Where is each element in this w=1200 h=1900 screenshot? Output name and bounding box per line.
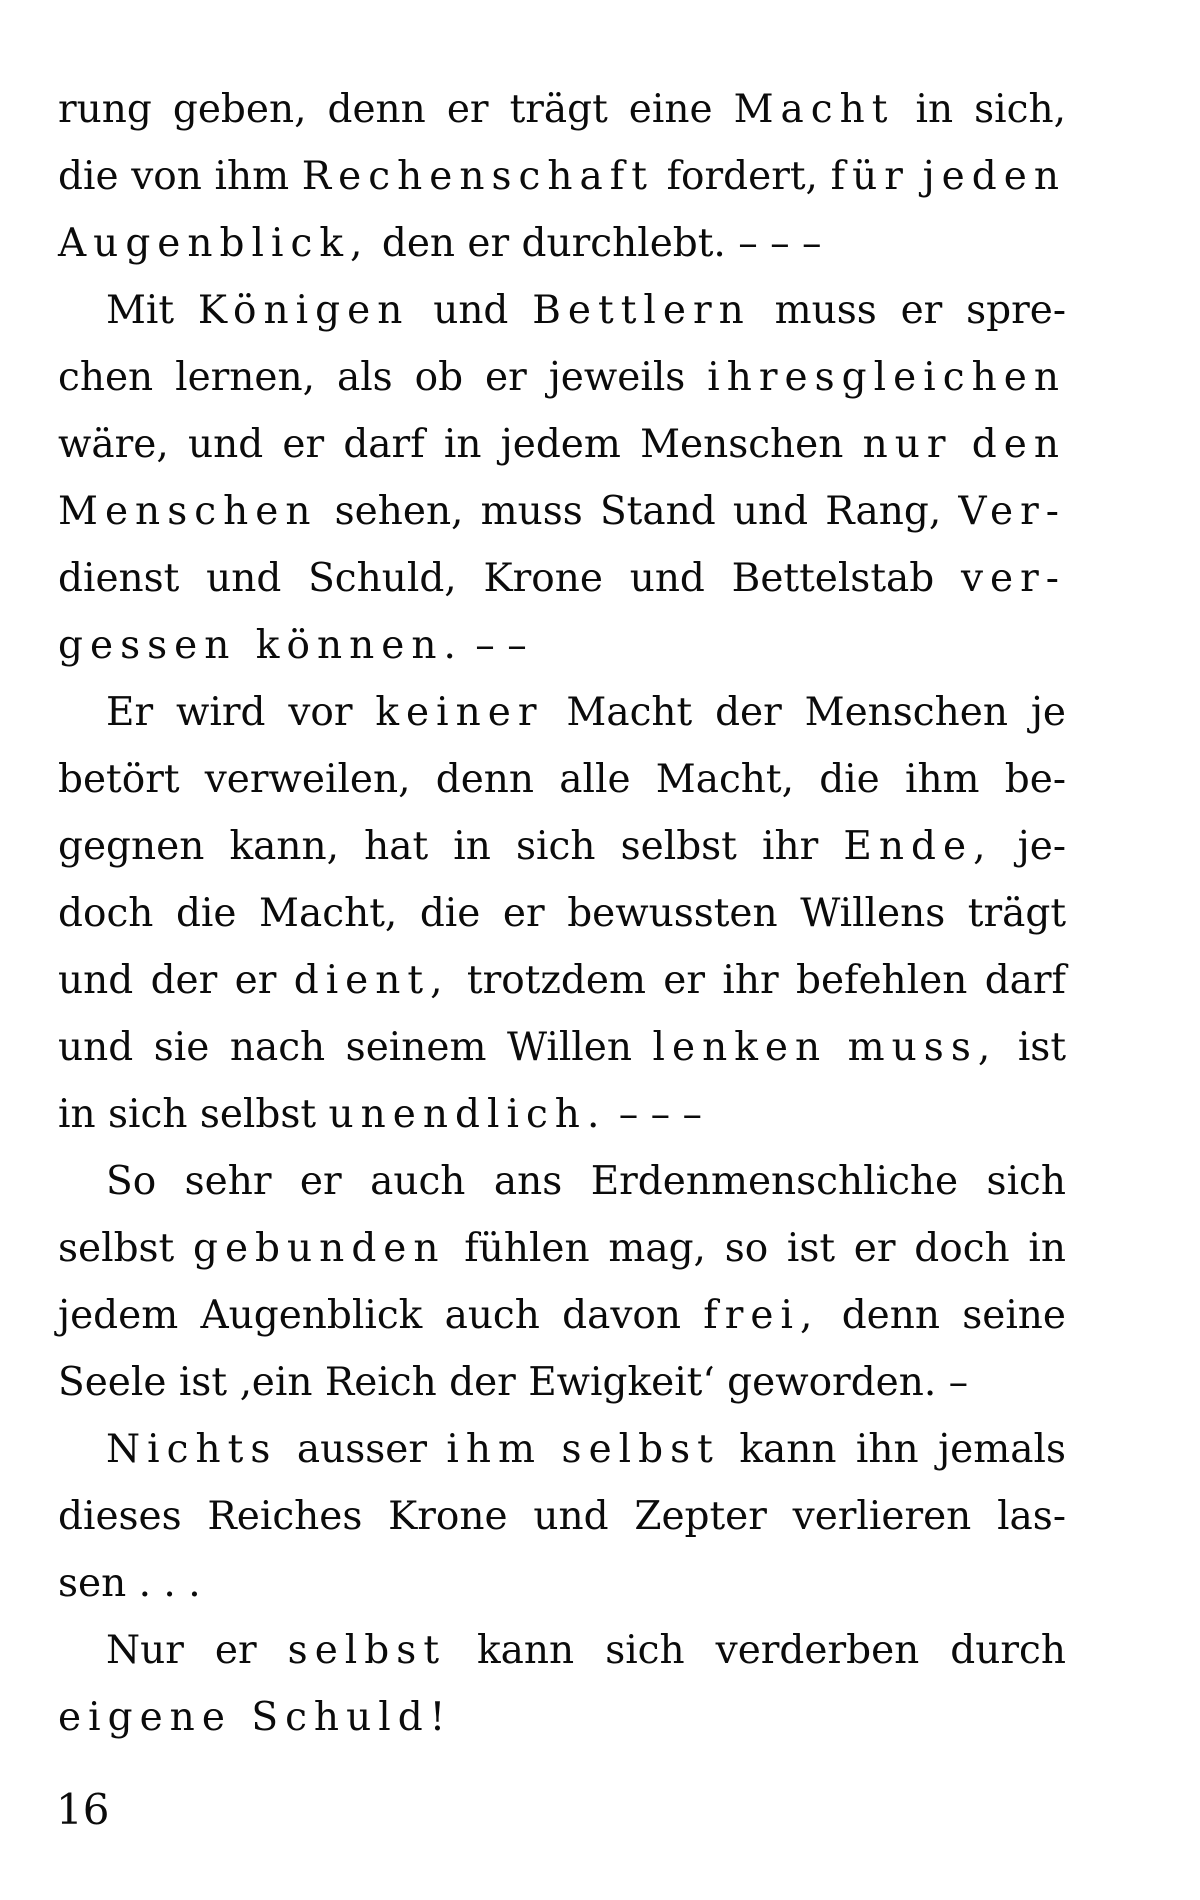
text-segment: in sich,: [894, 87, 1066, 132]
text-segment: Seele ist ‚ein Reich der Ewigkeit‘ geworden. –: [58, 1360, 969, 1405]
text-segment: fühlen mag, so ist er doch in: [445, 1226, 1066, 1271]
text-segment: fordert,: [653, 154, 831, 199]
text-segment: dient,: [293, 958, 450, 1003]
text-segment: [910, 154, 923, 199]
text-segment: wäre, und er darf in jedem Menschen: [58, 422, 863, 467]
text-line: [58, 1483, 1066, 1550]
text-line: [58, 679, 1066, 746]
text-segment: selbst: [561, 1427, 720, 1472]
text-line: [58, 210, 1066, 277]
text-segment: [953, 422, 972, 467]
text-line: [58, 277, 1066, 344]
text-segment: rung geben, denn er trägt eine: [58, 87, 734, 132]
text-segment: keiner: [375, 690, 544, 735]
text-segment: dieses Reiches Krone und Zepter verlieren las-: [58, 1494, 1066, 1539]
text-line: [58, 76, 1066, 143]
text-segment: Nichts: [106, 1427, 278, 1472]
text-segment: chen lernen, als ob er jeweils: [58, 355, 708, 400]
text-segment: trotzdem er ihr befehlen darf: [449, 958, 1066, 1003]
text-line: [58, 545, 1066, 612]
text-line: [58, 1081, 1066, 1148]
text-line: [58, 1617, 1066, 1684]
text-line: [58, 746, 1066, 813]
text-line: [58, 478, 1066, 545]
text-segment: Macht der Menschen je: [543, 690, 1066, 735]
text-segment: denn seine: [819, 1293, 1067, 1338]
text-segment: Macht: [733, 87, 895, 132]
text-segment: – – –: [606, 1092, 703, 1137]
text-line: [58, 947, 1066, 1014]
text-line: [58, 1684, 1066, 1751]
text-segment: [542, 1427, 561, 1472]
text-segment: jeden: [922, 154, 1066, 199]
text-segment: Königen: [197, 288, 410, 333]
text-segment: und: [409, 288, 533, 333]
text-segment: gessen können.: [58, 623, 463, 668]
text-segment: Rechenschaft: [301, 154, 654, 199]
text-segment: gebunden: [192, 1226, 446, 1271]
text-segment: gegnen kann, hat in sich selbst ihr: [58, 824, 844, 869]
text-segment: Er wird vor: [106, 690, 376, 735]
text-segment: selbst: [287, 1628, 447, 1673]
text-segment: kann ihn jemals: [719, 1427, 1066, 1472]
text-line: [58, 813, 1066, 880]
text-segment: Bettlern: [532, 288, 751, 333]
text-segment: und der er: [58, 958, 294, 1003]
text-segment: für: [830, 154, 910, 199]
page-number: 16: [56, 1785, 110, 1834]
text-segment: Ende,: [843, 824, 993, 869]
text-block: [58, 76, 1066, 1751]
text-line: [58, 1349, 1066, 1416]
text-segment: ist: [997, 1025, 1066, 1070]
text-segment: Augenblick,: [58, 221, 370, 266]
text-line: [58, 1148, 1066, 1215]
text-segment: selbst: [58, 1226, 193, 1271]
text-segment: So sehr er auch ans Erdenmenschliche sich: [106, 1159, 1066, 1204]
text-segment: sehen, muss Stand und Rang,: [317, 489, 959, 534]
text-segment: ihm: [446, 1427, 543, 1472]
text-line: [58, 143, 1066, 210]
text-segment: ver-: [960, 556, 1066, 601]
text-segment: betört verweilen, denn alle Macht, die ihm be-: [58, 757, 1066, 802]
text-segment: und sie nach seinem Willen: [58, 1025, 653, 1070]
text-segment: kann sich verderben durch: [446, 1628, 1066, 1673]
text-segment: lenken: [652, 1025, 828, 1070]
text-line: [58, 880, 1066, 947]
text-line: [58, 1416, 1066, 1483]
text-line: [58, 612, 1066, 679]
text-segment: eigene Schuld!: [58, 1695, 453, 1740]
text-segment: die von ihm: [58, 154, 302, 199]
text-segment: dienst und Schuld, Krone und Bettelstab: [58, 556, 961, 601]
text-segment: je-: [992, 824, 1067, 869]
text-line: [58, 411, 1066, 478]
text-segment: sen . . .: [58, 1561, 201, 1606]
text-line: [58, 344, 1066, 411]
text-segment: ihresgleichen: [707, 355, 1066, 400]
text-segment: nur: [862, 422, 953, 467]
text-segment: den er durchlebt. – – –: [369, 221, 822, 266]
text-segment: unendlich.: [328, 1092, 607, 1137]
text-segment: [827, 1025, 848, 1070]
text-segment: Nur er: [106, 1628, 288, 1673]
text-segment: ausser: [277, 1427, 447, 1472]
text-segment: Mit: [106, 288, 198, 333]
text-segment: den: [971, 422, 1066, 467]
text-line: [58, 1282, 1066, 1349]
text-line: [58, 1215, 1066, 1282]
text-segment: in sich selbst: [58, 1092, 329, 1137]
text-segment: muss er spre-: [750, 288, 1066, 333]
text-segment: doch die Macht, die er bewussten Willens trägt: [58, 891, 1066, 936]
text-segment: muss,: [847, 1025, 998, 1070]
text-segment: frei,: [703, 1293, 820, 1338]
text-line: [58, 1014, 1066, 1081]
text-line: [58, 1550, 1066, 1617]
text-segment: jedem Augenblick auch davon: [58, 1293, 704, 1338]
text-segment: Ver-: [958, 489, 1066, 534]
text-segment: – –: [462, 623, 527, 668]
text-segment: Menschen: [58, 489, 318, 534]
